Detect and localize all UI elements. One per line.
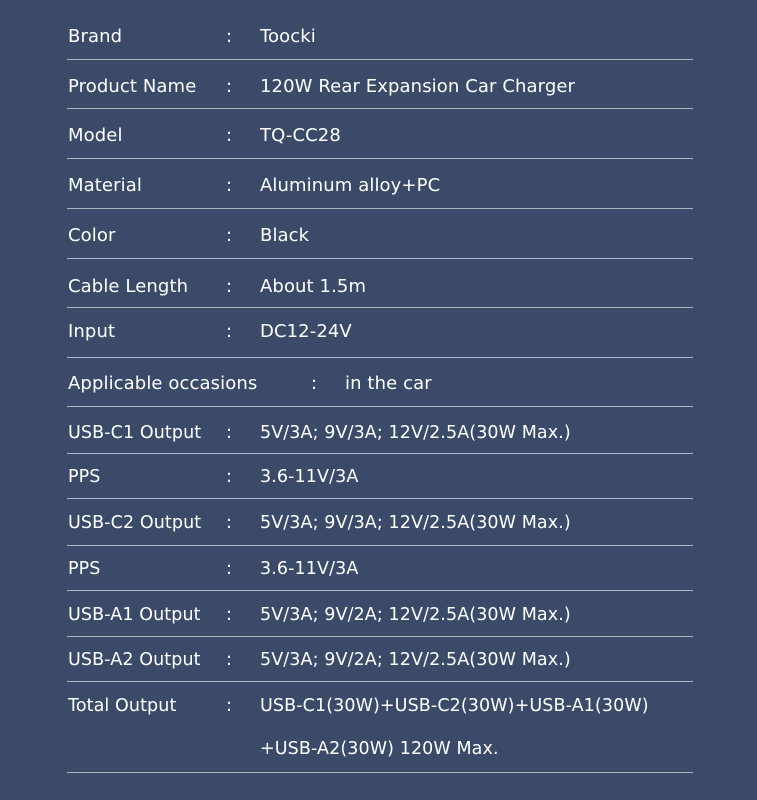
- spec-label: Total Output: [68, 696, 177, 716]
- spec-value: Black: [260, 225, 310, 246]
- spec-label: Cable Length: [68, 276, 189, 297]
- spec-value: 3.6-11V/3A: [260, 559, 359, 579]
- spec-row-total-output: [67, 682, 693, 773]
- spec-colon: :: [226, 125, 233, 146]
- spec-colon: :: [226, 225, 233, 246]
- spec-label: PPS: [68, 467, 101, 487]
- spec-colon: :: [226, 76, 233, 97]
- spec-value: Aluminum alloy+PC: [260, 175, 441, 196]
- spec-label: PPS: [68, 559, 101, 579]
- spec-value: 5V/3A; 9V/2A; 12V/2.5A(30W Max.): [260, 605, 571, 625]
- spec-colon: :: [226, 559, 232, 579]
- spec-colon: :: [226, 650, 232, 670]
- spec-colon: :: [226, 423, 232, 443]
- spec-value: USB-C1(30W)+USB-C2(30W)+USB-A1(30W): [260, 696, 649, 716]
- spec-colon: :: [226, 321, 233, 342]
- spec-label: Product Name: [68, 76, 197, 97]
- spec-value-line2: +USB-A2(30W) 120W Max.: [260, 739, 499, 759]
- spec-label: Material: [68, 175, 142, 196]
- spec-value: Toocki: [260, 26, 316, 47]
- spec-row-usb-a2-output: [67, 637, 693, 682]
- spec-value: in the car: [345, 373, 432, 394]
- spec-row-cable-length: [67, 259, 693, 308]
- spec-table: [67, 0, 693, 773]
- spec-label: Applicable occasions: [68, 373, 258, 394]
- spec-label: Model: [68, 125, 123, 146]
- spec-value: 5V/3A; 9V/3A; 12V/2.5A(30W Max.): [260, 423, 571, 443]
- spec-colon: :: [226, 276, 233, 297]
- spec-row-color: [67, 209, 693, 259]
- spec-value: TQ-CC28: [260, 125, 341, 146]
- spec-row-input: [67, 308, 693, 358]
- spec-value: 5V/3A; 9V/3A; 12V/2.5A(30W Max.): [260, 513, 571, 533]
- spec-colon: :: [226, 696, 232, 716]
- spec-row-applicable-occasions: [67, 358, 693, 407]
- spec-value: 120W Rear Expansion Car Charger: [260, 76, 576, 97]
- spec-value: 5V/3A; 9V/2A; 12V/2.5A(30W Max.): [260, 650, 571, 670]
- spec-value: About 1.5m: [260, 276, 367, 297]
- spec-label: Brand: [68, 26, 123, 47]
- spec-label: USB-A2 Output: [68, 650, 201, 670]
- spec-label: USB-C2 Output: [68, 513, 202, 533]
- spec-row-product-name: [67, 60, 693, 109]
- spec-row-brand: [67, 0, 693, 60]
- spec-colon: :: [226, 513, 232, 533]
- spec-row-pps-c2: [67, 546, 693, 591]
- spec-colon: :: [226, 605, 232, 625]
- spec-label: USB-A1 Output: [68, 605, 201, 625]
- spec-value: 3.6-11V/3A: [260, 467, 359, 487]
- spec-label: Input: [68, 321, 116, 342]
- spec-row-model: [67, 109, 693, 159]
- spec-row-usb-c2-output: [67, 499, 693, 546]
- spec-label: Color: [68, 225, 116, 246]
- spec-row-pps-c1: [67, 454, 693, 499]
- spec-colon: :: [311, 373, 318, 394]
- spec-value: DC12-24V: [260, 321, 352, 342]
- spec-colon: :: [226, 175, 233, 196]
- spec-colon: :: [226, 26, 233, 47]
- spec-colon: :: [226, 467, 232, 487]
- spec-row-usb-a1-output: [67, 591, 693, 637]
- spec-row-usb-c1-output: [67, 407, 693, 454]
- spec-row-material: [67, 159, 693, 209]
- spec-label: USB-C1 Output: [68, 423, 202, 443]
